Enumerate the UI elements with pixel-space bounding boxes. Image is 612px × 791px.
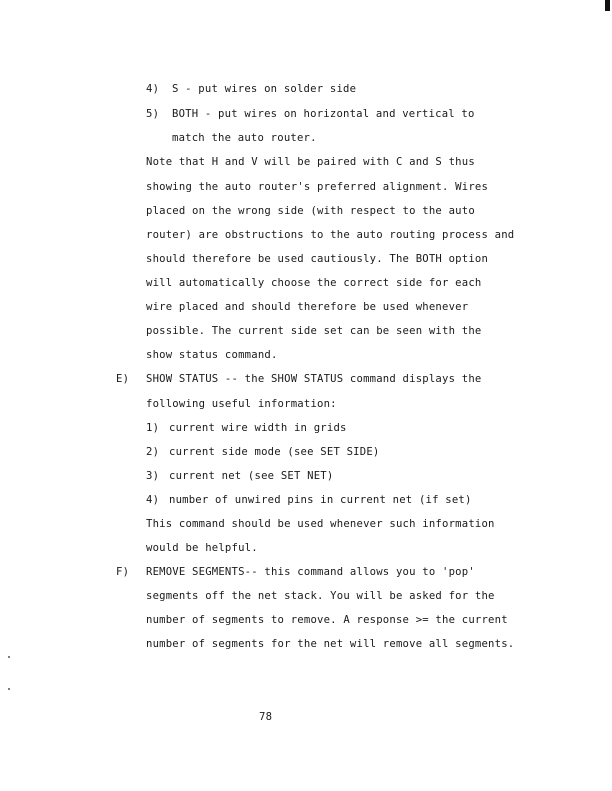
paragraph-line: should therefore be used cautiously. The BOTH option [146,253,489,265]
paragraph-line: will automatically choose the correct side for each [146,277,482,289]
margin-dot [8,688,10,690]
paragraph-line: showing the auto router's preferred alignment. Wires [146,181,489,193]
list-item-number: 3) [146,470,160,482]
section-line: following useful information: [146,398,337,410]
list-item-text: S - put wires on solder side [172,83,357,95]
section-line: SHOW STATUS -- the SHOW STATUS command displays the [146,373,482,385]
section-line: number of segments to remove. A response >= the current [146,614,508,626]
list-item-number: 4) [146,494,160,506]
section-line: would be helpful. [146,542,258,554]
section-label: F) [116,566,130,578]
list-item-number: 2) [146,446,160,458]
paragraph-line: wire placed and should therefore be used whenever [146,301,469,313]
list-item-text: current wire width in grids [169,422,347,434]
paragraph-line: router) are obstructions to the auto routing process and [146,229,515,241]
page-number: 78 [259,711,273,723]
section-label: E) [116,373,130,385]
margin-dot [8,656,10,658]
corner-mark [605,0,610,11]
paragraph-line: Note that H and V will be paired with C and S thus [146,156,475,168]
list-item-number: 4) [146,83,160,95]
section-line: This command should be used whenever such information [146,518,495,530]
paragraph-line: possible. The current side set can be seen with the [146,325,482,337]
paragraph-line: show status command. [146,349,278,361]
list-item-text: BOTH - put wires on horizontal and vertical to [172,108,475,120]
section-line: segments off the net stack. You will be asked for the [146,590,495,602]
list-item-text: current net (see SET NET) [169,470,334,482]
list-item-number: 1) [146,422,160,434]
section-line: number of segments for the net will remove all segments. [146,638,515,650]
list-item-continuation: match the auto router. [172,132,317,144]
section-line: REMOVE SEGMENTS-- this command allows you to 'pop' [146,566,475,578]
list-item-text: number of unwired pins in current net (if set) [169,494,472,506]
list-item-number: 5) [146,108,160,120]
list-item-text: current side mode (see SET SIDE) [169,446,380,458]
paragraph-line: placed on the wrong side (with respect to the auto [146,205,475,217]
